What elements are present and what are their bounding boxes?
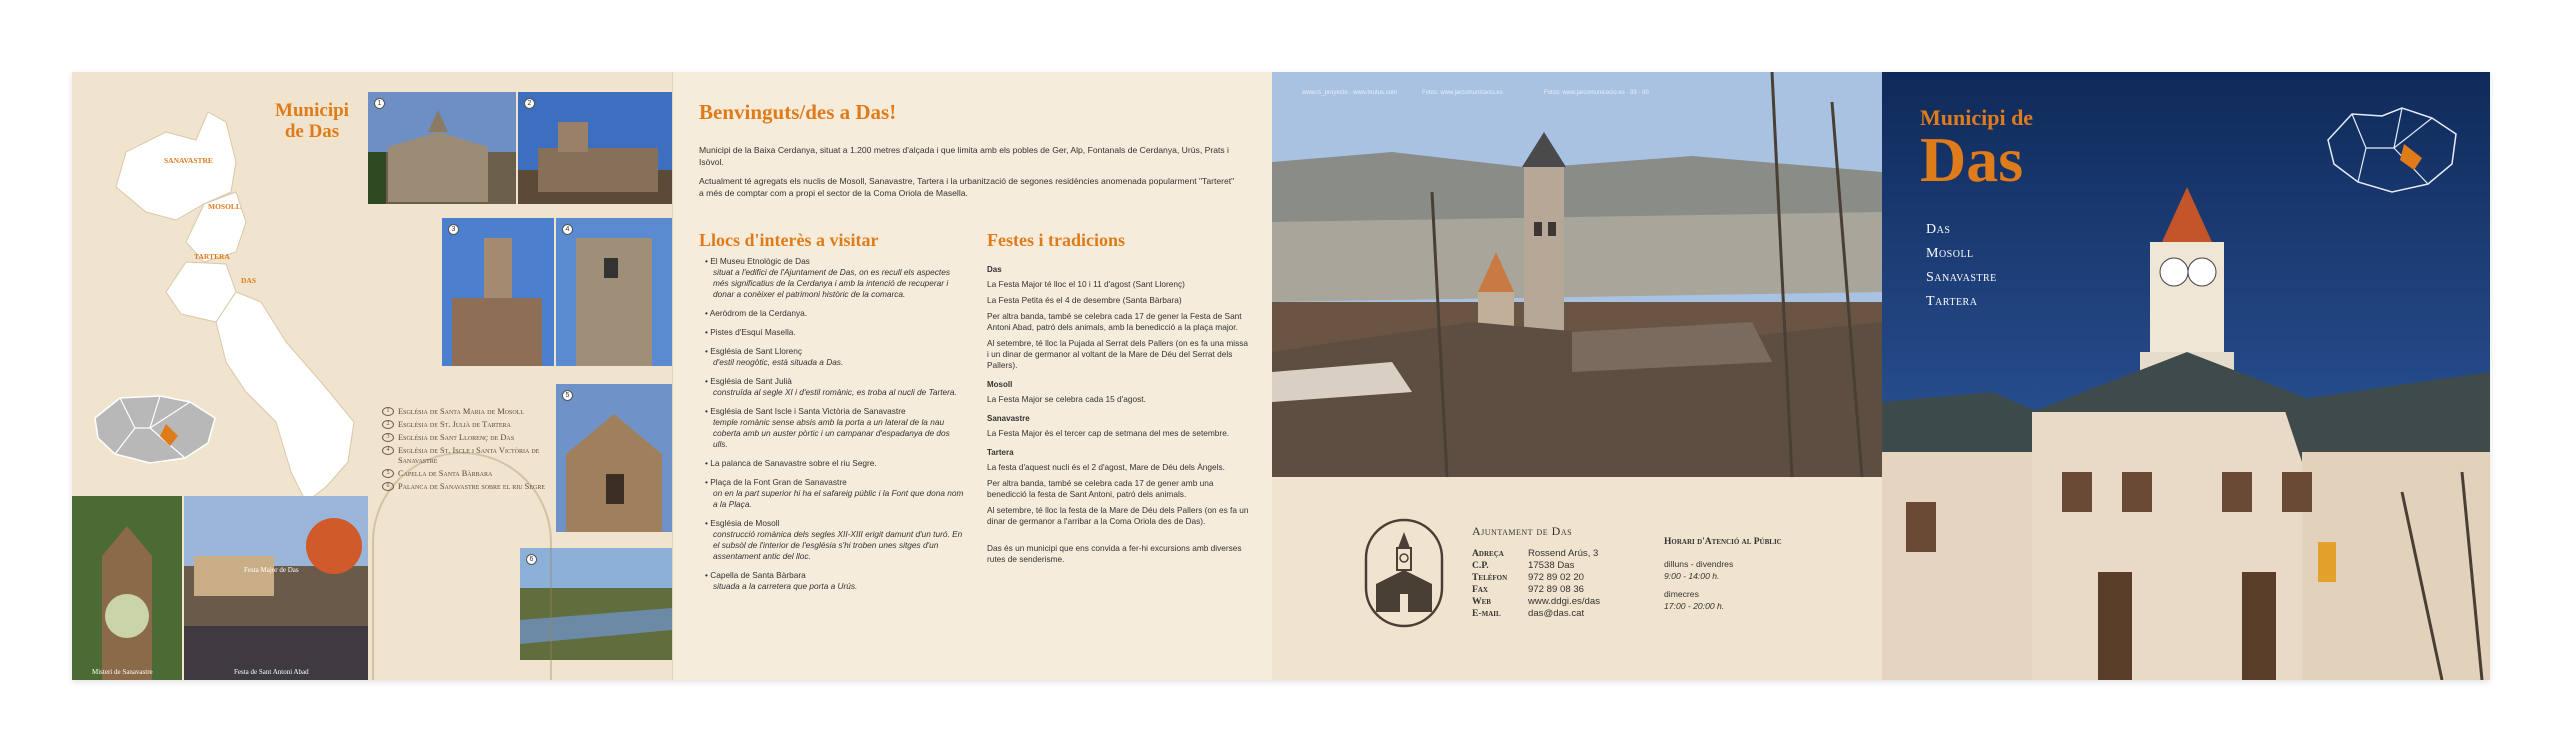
photo-misteri	[72, 496, 182, 680]
legend-text: Palanca de Sanavastre sobre el riu Segre	[398, 482, 545, 491]
panel1-title	[242, 100, 382, 142]
phone-value: 972 89 02 20	[1528, 572, 1585, 583]
legend-text: Església de St. Julià de Tartera	[398, 420, 511, 429]
place-name: • Pistes d'Esquí Masella.	[705, 327, 796, 337]
legend-number: 3	[382, 433, 394, 442]
place-name: • El Museu Etnològic de Das	[705, 256, 810, 266]
cover-title-small: Municipi de	[1920, 105, 2034, 130]
legend-item	[382, 420, 557, 430]
panel-cover	[1882, 72, 2490, 680]
place-item	[705, 376, 965, 398]
place-name: • La palanca de Sanavastre sobre el riu Segre.	[705, 458, 877, 468]
place-name: • Església de Sant Llorenç	[705, 346, 802, 356]
place-name: • Plaça de la Font Gran de Sanavastre	[705, 477, 847, 487]
place-name: • Església de Mosoll	[705, 518, 779, 528]
place-desc: on en la part superior hi ha el safareig públic i la Font que dona nom a la Plaça.	[713, 488, 964, 509]
place-desc: situada a la carretera que porta a Urús.	[713, 581, 858, 591]
postal-code-label: C.P.	[1472, 560, 1489, 571]
web-label: Web	[1472, 596, 1491, 607]
festival-text: Al setembre, té lloc la festa de la Mare de Déu dels Pallers (on es fa un dinar de germanor a l'arribar a la Coma Oriola des de Das).	[987, 505, 1249, 526]
photo-number-badge: 5	[562, 390, 573, 401]
legend-text: Capella de Santa Bàrbara	[398, 469, 493, 478]
legend-item	[382, 433, 557, 443]
cerdanya-mini-map	[90, 388, 220, 468]
photo-sanavastre-church	[556, 218, 672, 366]
place-desc: situat a l'edifici de l'Ajuntament de Das, on es recull els aspectes més significatius de la Cerdanya i amb la intenció de recuperar i donar a conèixer el patrimoni històric de la comarca.	[713, 267, 950, 299]
festival-text: La Festa Major té lloc el 10 i 11 d'agost (Sant Llorenç)	[987, 279, 1185, 289]
legend-item	[382, 446, 557, 466]
map-label-tartera: TARTERA	[194, 252, 230, 261]
cerdanya-region-map	[2322, 104, 2462, 196]
cover-title-big: Das	[1920, 124, 2024, 195]
place-name: • Església de Sant Iscle i Santa Victòria de Sanavastre	[705, 406, 906, 416]
panel-welcome	[672, 72, 1272, 680]
photo-number-badge: 1	[374, 98, 385, 109]
web-value[interactable]: www.ddgi.es/das	[1528, 596, 1600, 607]
festival-heading: Tartera	[987, 448, 1014, 457]
church-legend	[382, 407, 557, 495]
town-hall-seal-icon	[1364, 518, 1444, 628]
photo-caption: Festa Major de Das	[244, 566, 299, 574]
place-name: • Aeròdrom de la Cerdanya.	[705, 308, 807, 318]
phone-label: Telèfon	[1472, 572, 1508, 583]
village-item: Tartera	[1926, 294, 1978, 309]
postal-code-value: 17538 Das	[1528, 560, 1575, 571]
panel-contact	[1272, 72, 1882, 680]
legend-item	[382, 469, 557, 479]
contact-values	[1528, 548, 1600, 620]
festival-heading: Mosoll	[987, 380, 1013, 389]
festival-heading: Das	[987, 265, 1002, 274]
places-list	[705, 256, 965, 600]
panel1-title-line1: Municipi	[275, 100, 349, 121]
panel1-title-line2: de Das	[284, 121, 340, 142]
village-item: Mosoll	[1926, 246, 1974, 261]
opening-hours	[1664, 536, 1782, 612]
intro-paragraph: Municipi de la Baixa Cerdanya, situat a 1.200 metres d'alçada i que limita amb els pobles de Ger, Alp, Fontanals de Cerdanya, Urús, Prats i Isòvol.	[699, 145, 1229, 167]
welcome-intro	[699, 144, 1239, 206]
hours-days: dilluns - divendres	[1664, 559, 1734, 569]
photo-number-badge: 4	[562, 224, 573, 235]
place-name: • Església de Sant Julià	[705, 376, 792, 386]
photo-caption: Misteri de Sanavastre	[92, 668, 153, 676]
email-label: E-mail	[1472, 608, 1501, 619]
address-value: Rossend Arús, 3	[1528, 548, 1599, 559]
legend-text: Església de Santa Maria de Mosoll	[398, 407, 524, 416]
place-item	[705, 346, 965, 368]
place-item	[705, 477, 965, 510]
hours-time: 17:00 - 20:00 h.	[1664, 601, 1725, 611]
brochure-sheet	[72, 72, 2490, 680]
legend-item	[382, 407, 557, 417]
fax-value: 972 89 08 36	[1528, 584, 1585, 595]
legend-item	[382, 482, 557, 492]
photo-number-badge: 3	[448, 224, 459, 235]
place-item	[705, 256, 965, 300]
legend-number: 1	[382, 407, 394, 416]
festival-text: Per altra banda, també se celebra cada 17 de gener amb una benedicció la festa de Sant Antoni, patró dels animals.	[987, 478, 1214, 499]
legend-number: 6	[382, 482, 394, 491]
village-list	[1926, 218, 1997, 314]
photo-santa-barbara-chapel	[556, 384, 672, 532]
closing-text: Das és un municipi que ens convida a fer-hi excursions amb diverses rutes de senderisme.	[987, 543, 1242, 564]
fax-label: Fax	[1472, 584, 1488, 595]
legend-text: Església de Sant Llorenç de Das	[398, 433, 515, 442]
photo-mosoll-church	[368, 92, 516, 204]
festival-text: Al setembre, té lloc la Pujada al Serrat dels Pallers (on es fa una missa i un dinar de germanor al voltant de la Mare de Déu del Serrat dels Pallers).	[987, 338, 1249, 370]
hours-days: dimecres	[1664, 589, 1699, 599]
legend-number: 5	[382, 469, 394, 478]
photo-festa	[184, 496, 368, 680]
contact-labels	[1472, 548, 1507, 620]
photo-das-village	[1272, 72, 1882, 477]
festivals-title: Festes i tradicions	[987, 230, 1125, 250]
festival-text: Per altra banda, també se celebra cada 17 de gener la Festa de Sant Antoni Abad, patró dels animals, amb la benedicció a la plaça major.	[987, 311, 1242, 332]
photo-credit: www.rs_proyecto · www.brutus.com	[1302, 90, 1398, 96]
photo-das-church	[442, 218, 554, 366]
place-name: • Capella de Santa Bàrbara	[705, 570, 806, 580]
place-item	[705, 570, 965, 592]
photo-tartera-church	[518, 92, 672, 204]
place-desc: construïda al segle XI i d'estil romànic, es troba al nucli de Tartera.	[713, 387, 957, 397]
place-desc: d'estil neogòtic, està situada a Das.	[713, 357, 844, 367]
places-title: Llocs d'interès a visitar	[699, 230, 879, 250]
place-item	[705, 327, 965, 338]
festival-text: La Festa Petita és el 4 de desembre (Santa Bàrbara)	[987, 295, 1182, 305]
photo-number-badge: 2	[524, 98, 535, 109]
place-item	[705, 308, 965, 319]
photo-caption: Festa de Sant Antoni Abad	[234, 668, 309, 676]
contact-title: Ajuntament de Das	[1472, 524, 1573, 538]
map-label-mosoll: MOSOLL	[208, 202, 241, 211]
photo-number-badge: 6	[526, 554, 537, 565]
map-label-sanavastre: SANAVASTRE	[164, 156, 213, 165]
address-label: Adreça	[1472, 548, 1504, 559]
legend-text: Església de St. Iscle i Santa Victòria de Sanavastre	[398, 446, 540, 465]
photo-credit: Fotos: www.jarcomunicacio.es	[1422, 90, 1503, 96]
festival-heading: Sanavastre	[987, 414, 1030, 423]
festivals-list	[987, 256, 1249, 570]
village-item: Das	[1926, 222, 1951, 237]
hours-title: Horari d'Atenció al Públic	[1664, 537, 1782, 547]
map-label-das: DAS	[241, 276, 257, 285]
place-item	[705, 458, 965, 469]
legend-number: 2	[382, 420, 394, 429]
place-item	[705, 518, 965, 562]
email-value[interactable]: das@das.cat	[1528, 608, 1585, 619]
legend-number: 4	[382, 446, 394, 455]
photo-credit: Fotos: www.jarcomunicacio.es · 93 · 00	[1544, 90, 1649, 96]
cover-title	[1920, 105, 2034, 195]
festival-text: La festa d'aquest nucli és el 2 d'agost, Mare de Déu dels Àngels.	[987, 462, 1225, 472]
festival-text: La Festa Major se celebra cada 15 d'agost.	[987, 394, 1146, 404]
place-desc: construcció romànica dels segles XII-XIII erigit damunt d'un turó. En el subsòl de l'interior de l'església s'hi troben unes sitges d'un assentament antic del lloc.	[713, 529, 963, 561]
welcome-title: Benvinguts/des a Das!	[699, 100, 897, 124]
festival-text: La Festa Major és el tercer cap de setmana del mes de setembre.	[987, 428, 1230, 438]
place-desc: temple romànic sense absis amb la porta a un lateral de la nau coberta amb un auster pòrtic i un campanar d'espadanya de dos ulls.	[713, 417, 950, 449]
place-item	[705, 406, 965, 450]
intro-paragraph: Actualment té agregats els nuclis de Mosoll, Sanavastre, Tartera i la urbanització de segones residències anomenada popularment "Tarteret" a més de comptar com a propi el sector de la Coma Oriola de Masella.	[699, 176, 1235, 198]
panel-map	[72, 72, 672, 680]
village-item: Sanavastre	[1926, 270, 1997, 285]
hours-time: 9:00 - 14:00 h.	[1664, 571, 1720, 581]
